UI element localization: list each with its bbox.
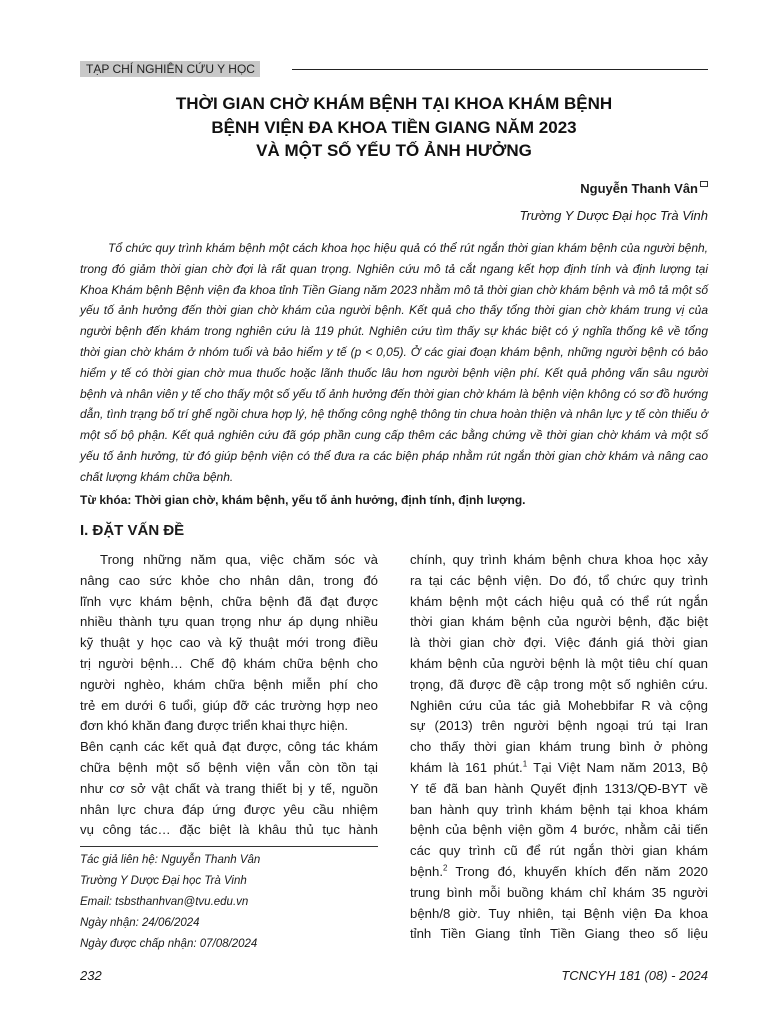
citation-marker: 2 (443, 863, 448, 873)
body-line: nhiều thành tựu quan trọng như áp dụng nhiều (80, 614, 378, 630)
author-affiliation: Trường Y Dược Đại học Trà Vinh (519, 208, 708, 223)
body-line: ban hành quy trình khám bệnh tại khoa khám (410, 801, 708, 817)
body-line: đơn khó khăn đang được triển khai thực hiện. (80, 718, 349, 734)
journal-tag: TẠP CHÍ NGHIÊN CỨU Y HỌC (80, 61, 260, 77)
footnote-line: Ngày được chấp nhận: 07/08/2024 (80, 938, 258, 950)
footnote-line: Tác giả liên hệ: Nguyễn Thanh Vân (80, 854, 261, 866)
left-column (80, 550, 378, 841)
footnote-line: Trường Y Dược Đại học Trà Vinh (80, 875, 247, 887)
body-line: nâng cao sức khỏe cho nhân dân, trong đó (80, 572, 378, 588)
title-line: THỜI GIAN CHỜ KHÁM BỆNH TẠI KHOA KHÁM BỆNH (175, 94, 613, 113)
body-line: Bên cạnh các kết quả đạt được, công tác khám (80, 739, 378, 755)
body-line: như cơ sở vật chất và trang thiết bị y tế, nguồn (80, 780, 378, 796)
envelope-icon (700, 181, 708, 187)
body-line: trung bình mỗi buồng khám chỉ khám 35 người (410, 884, 708, 900)
body-line: khám bệnh của người bệnh là một tiêu chí quan (410, 655, 708, 671)
footnote-line: Ngày nhận: 24/06/2024 (80, 917, 200, 929)
body-text: bệnh. (410, 863, 444, 879)
title-line: BỆNH VIỆN ĐA KHOA TIỀN GIANG NĂM 2023 (211, 117, 577, 137)
body-text: Trong đó, khuyến khích đến năm 2020 (447, 863, 708, 879)
section-heading: I. ĐẶT VẤN ĐỀ (80, 522, 185, 539)
footnote-line: Email: tsbsthanhvan@tvu.edu.vn (80, 896, 249, 908)
body-line: Y tế đã ban hành Quyết định 1313/QĐ-BYT về (410, 780, 708, 796)
body-line: khám bệnh một cách hiệu quả có thể rút ngắn (410, 593, 708, 609)
footnote-rule (80, 846, 378, 847)
body-text: Tại Việt Nam năm 2013, Bộ (527, 759, 708, 775)
page-number: 232 (80, 968, 102, 983)
body-line: Trong những năm qua, việc chăm sóc và (100, 552, 378, 567)
keywords: Từ khóa: Thời gian chờ, khám bệnh, yếu tố ảnh hưởng, định tính, định lượng. (80, 493, 526, 507)
author-name: Nguyễn Thanh Vân (580, 181, 698, 196)
body-line: chữa bệnh một số bệnh viện vẫn còn tồn tại (80, 759, 378, 775)
body-line-with-citation (410, 862, 708, 883)
body-line: trị người bệnh… Chế độ khám chữa bệnh cho (80, 655, 378, 671)
title-line: VÀ MỘT SỐ YẾU TỐ ẢNH HƯỞNG (256, 141, 532, 160)
body-line: vụ công tác… đặc biệt là khâu thủ tục hành (80, 822, 378, 838)
body-line: cho thấy thời gian khám trung bình ở phòng (410, 739, 708, 755)
body-line: ra tại các bệnh viện. Do đó, tổ chức quy trình (410, 572, 708, 588)
body-line: bệnh/8 giờ. Tuy nhiên, tại Bệnh viện Đa khoa (410, 905, 708, 921)
body-line: tỉnh Tiền Giang tỉnh Tiền Giang theo số liệu (410, 926, 708, 942)
abstract: Tổ chức quy trình khám bệnh một cách khoa học hiệu quả có thể rút ngắn thời gian khám bệnh của người bệnh, trong đó giảm thời gian chờ đợi là rất quan trọng. Nghiên cứu mô tả cắt ngang kết hợp định tính và định lượng tại Khoa Khám bệnh Bệnh viện đa khoa tỉnh Tiền Giang năm 2023 nhằm mô tả thời gian chờ khám bệnh và mô tả một số yếu tố ảnh hưởng đến thời gian chờ khám của người bệnh. Kết quả cho thấy tổng thời gian chờ khám trung vị của người bệnh đến khám trong nghiên cứu là 119 phút. Nghiên cứu tìm thấy sự khác biệt có ý nghĩa thống kê về tổng thời gian chờ khám ở nhóm tuổi và bảo hiểm y tế (p < 0,05). Ở các giai đoạn khám bệnh, những người bệnh có bảo hiểm y tế có thời gian chờ mua thuốc hoặc lãnh thuốc lâu hơn người bệnh viện phí. Kết quả phỏng vấn sâu người bệnh và nhân viên y tế cho thấy một số yếu tố ảnh hưởng đến thời gian chờ khám là bệnh viện không có sơ đồ hướng dẫn, tình trạng bố trí ghế ngồi chưa hợp lý, hệ thống công nghệ thông tin chưa hoàn thiện và nhân lực y tế còn thiếu ở một số bộ phận. Kết quả nghiên cứu đã góp phần cung cấp thêm các bằng chứng về thời gian chờ khám và một số yếu tố ảnh hưởng, từ đó giúp bệnh viện có thể đưa ra các biện pháp nhằm rút ngắn thời gian chờ khám và nâng cao chất lượng khám chữa bệnh. (80, 241, 708, 484)
citation-marker: 1 (522, 759, 528, 769)
body-line: sự (2013) trên người bệnh ngoại trú tại Iran (410, 718, 708, 734)
body-line: lĩnh vực khám bệnh, chữa bệnh đã đạt được (80, 593, 378, 609)
body-line: trẻ em dưới 6 tuổi, giúp đỡ các trường hợp neo (80, 697, 378, 713)
right-column (410, 550, 708, 945)
header-rule (292, 69, 708, 70)
body-line-with-citation (410, 758, 708, 779)
journal-reference: TCNCYH 181 (08) - 2024 (561, 968, 708, 983)
body-line: kỹ thuật y học cao và kỹ thuật mới trong điều (80, 635, 378, 651)
body-line: Nghiên cứu của tác giả Mohebbifar R và cộng (410, 697, 708, 713)
body-text: khám là 161 phút. (410, 759, 523, 775)
footnotes (80, 850, 378, 955)
journal-header (80, 61, 708, 77)
body-line: người nghèo, khám chữa bệnh miễn phí cho (80, 676, 378, 692)
body-line: các quy trình cũ để rút ngắn thời gian khám (410, 843, 708, 859)
body-line: trọng, đã được đề cập trong một số nghiên cứu. (410, 676, 708, 692)
body-line: là thời gian chờ đợi. Việc đánh giá thời gian (410, 635, 708, 651)
body-line: bệnh của bệnh viện gồm 4 bước, nhằm cải tiến (410, 822, 708, 838)
article-title (80, 92, 708, 163)
author-line (580, 181, 708, 196)
body-line: chính, quy trình khám bệnh chưa khoa học xảy (410, 552, 708, 567)
body-line: nhân lực chưa đáp ứng được yêu cầu nhiệm (80, 801, 378, 817)
body-line: thời gian khám bệnh của người bệnh, đặc biệt (410, 614, 708, 630)
